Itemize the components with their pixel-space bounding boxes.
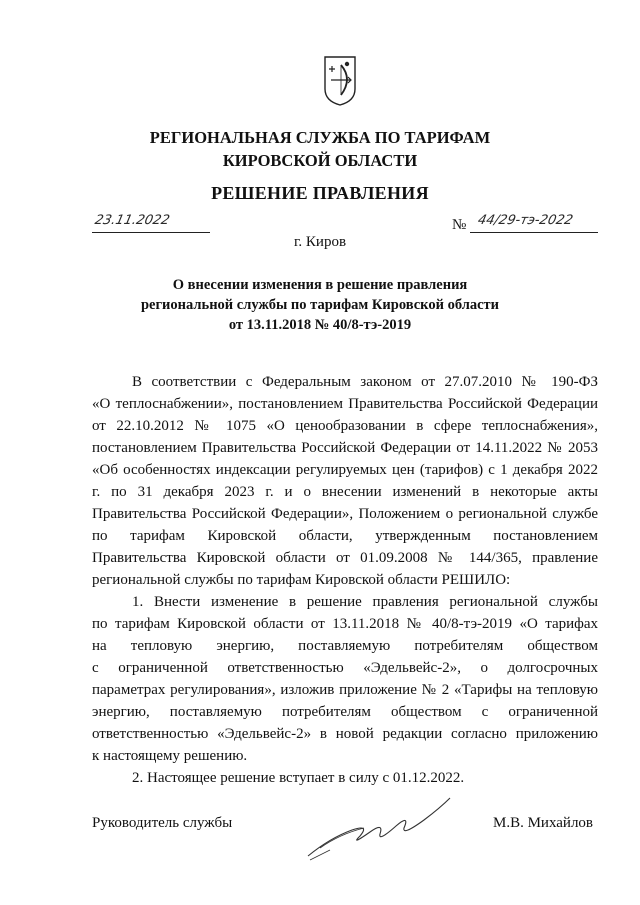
body-line: ответственностью «Эдельвейс-2» в новой редакции согласно приложению <box>92 726 598 742</box>
body-line: с ограниченной ответственностью «Эдельвейс-2», о долгосрочных <box>92 660 598 676</box>
signatory-position: Руководитель службы <box>92 815 233 831</box>
body-line: Правительства Кировской области от 01.09.2008 № 144/365, правление <box>92 550 598 566</box>
handwritten-signature <box>300 790 460 870</box>
organization-title-line1: РЕГИОНАЛЬНАЯ СЛУЖБА ПО ТАРИФАМ <box>149 128 491 147</box>
body-line: региональной службы по тарифам Кировской области РЕШИЛО: <box>92 572 511 588</box>
body-line: энергию, поставляемую потребителям обществом с ограниченной <box>92 704 598 720</box>
body-line: г. по 31 декабря 2023 г. и о внесении изменений в некоторые акты <box>92 484 598 500</box>
signatory-name: М.В. Михайлов <box>493 815 594 831</box>
body-line: параметрах регулирования», изложив приложение № 2 «Тарифы на тепловую <box>92 682 598 698</box>
body-line: к настоящему решению. <box>92 748 248 764</box>
body-line: «О теплоснабжении», постановлением Правительства Российской Федерации <box>92 396 598 412</box>
number-sign: № <box>452 217 467 233</box>
subject-line3: от 13.11.2018 № 40/8-тэ-2019 <box>228 317 412 333</box>
body-line: по тарифам Кировской области, утвержденным постановлением <box>92 528 598 544</box>
subject-line1: О внесении изменения в решение правления <box>172 277 468 293</box>
body-line: «Об особенностях индексации регулируемых цен (тарифов) с 1 декабря 2022 <box>92 462 598 478</box>
body-line: В соответствии с Федеральным законом от 27.07.2010 № 190-ФЗ <box>132 374 598 390</box>
body-line: от 22.10.2012 № 1075 «О ценообразовании в сфере теплоснабжения», <box>92 418 598 434</box>
body-line: на тепловую энергию, поставляемую потребителям обществом <box>92 638 598 654</box>
body-line: 2. Настоящее решение вступает в силу с 01.12.2022. <box>132 770 465 786</box>
city: г. Киров <box>293 234 347 250</box>
decision-body <box>92 371 598 789</box>
decision-subject <box>0 275 640 335</box>
handwritten-date: 23.11.2022 <box>93 213 172 228</box>
document-type-title: РЕШЕНИЕ ПРАВЛЕНИЯ <box>211 183 429 203</box>
subject-line2: региональной службы по тарифам Кировской области <box>140 297 500 313</box>
handwritten-number: 44/29-тэ-2022 <box>476 213 575 228</box>
coat-of-arms-icon <box>323 55 357 107</box>
body-line: 1. Внести изменение в решение правления региональной службы <box>132 594 598 610</box>
body-line: постановлением Правительства Российской Федерации от 14.11.2022 № 2053 <box>92 440 598 456</box>
organization-title <box>0 126 640 172</box>
body-line: по тарифам Кировской области от 13.11.2018 № 40/8-тэ-2019 «О тарифах <box>92 616 598 632</box>
body-line: Правительства Российской Федерации», Положением о региональной службе <box>92 506 598 522</box>
organization-title-line2: КИРОВСКОЙ ОБЛАСТИ <box>222 151 418 170</box>
